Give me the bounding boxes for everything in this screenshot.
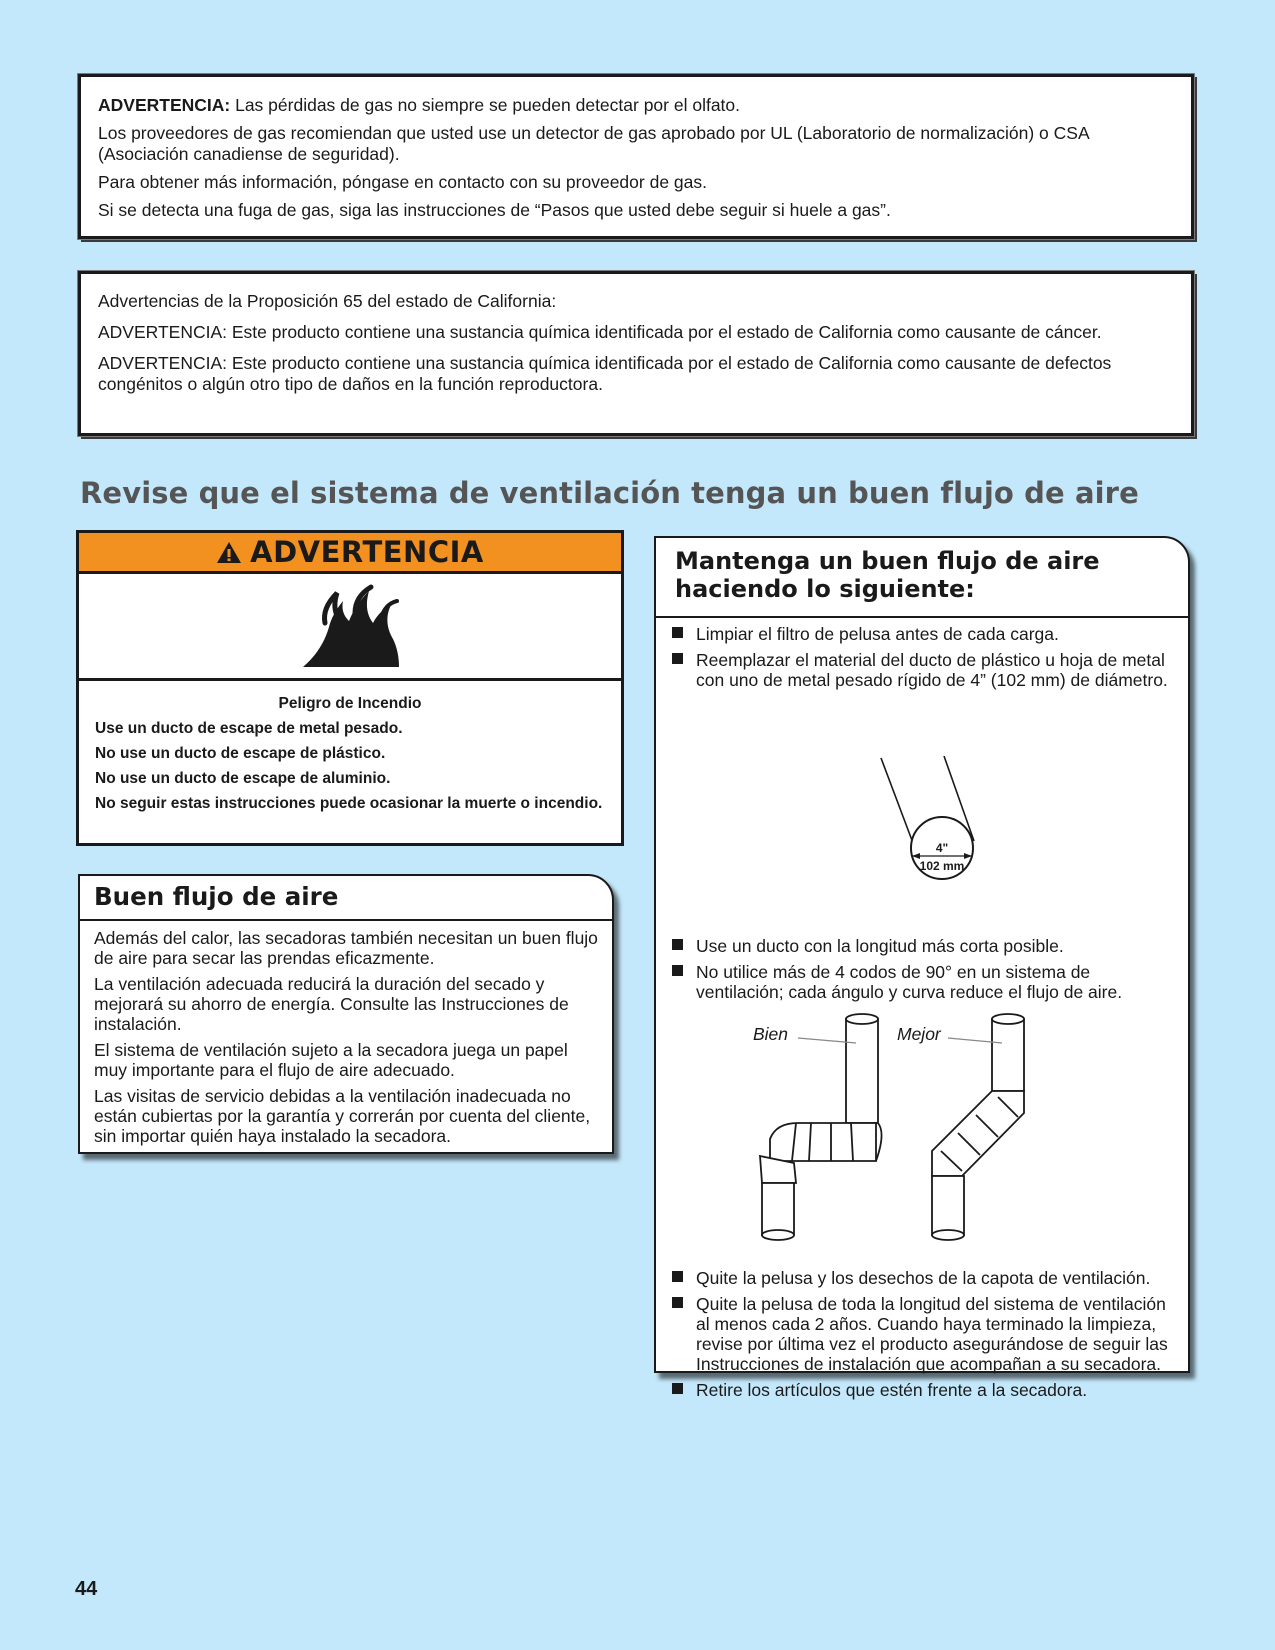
- gas-warning-box: [78, 74, 1194, 239]
- section-title: Revise que el sistema de ventilación tenga un buen flujo de aire: [80, 476, 1139, 510]
- mantenga-card: [654, 536, 1190, 1400]
- bullet-icon: [672, 627, 683, 638]
- list-item: [656, 936, 1188, 956]
- list-item-text: Use un ducto con la longitud más corta posible.: [696, 936, 1064, 956]
- list-item: [656, 962, 1188, 1002]
- bullet-list: [656, 936, 1188, 1008]
- gas-warning-line1: [98, 95, 1173, 116]
- duct-diameter-diagram: [876, 756, 986, 881]
- buen-flujo-paragraph: El sistema de ventilación sujeto a la secadora juega un papel muy importante para el flujo de aire adecuado.: [94, 1040, 568, 1080]
- list-item-text: Retire los artículos que estén frente a la secadora.: [696, 1380, 1088, 1400]
- bullet-icon: [672, 1271, 683, 1282]
- label-better: Mejor: [897, 1024, 941, 1044]
- prop65-title: Advertencias de la Proposición 65 del estado de California:: [98, 291, 557, 311]
- buen-flujo-paragraph: La ventilación adecuada reducirá la duración del secado y mejorará su ahorro de energía. Consulte las Instrucciones de instalación.: [94, 974, 569, 1034]
- gas-warning-label: ADVERTENCIA:: [98, 95, 231, 115]
- list-item: [656, 1268, 1188, 1288]
- prop65-warning-box: [78, 271, 1194, 436]
- list-item: [656, 624, 1188, 644]
- list-item-text: Quite la pelusa y los desechos de la capota de ventilación.: [696, 1268, 1151, 1288]
- label-good: Bien: [753, 1024, 789, 1044]
- duct-label-inches: 4": [935, 841, 949, 855]
- fire-warning-line: No use un ducto de escape de plástico.: [95, 745, 386, 762]
- prop65-warning-reproductive: ADVERTENCIA: Este producto contiene una sustancia química identificada por el estado de California como causante de defectos congénitos o algún otro tipo de daños en la función reproductora.: [98, 353, 1112, 394]
- fire-symbol-area: [79, 574, 621, 681]
- list-item: [656, 1294, 1188, 1374]
- buen-flujo-title: Buen flujo de aire: [80, 876, 612, 921]
- bullet-icon: [672, 1383, 683, 1394]
- warning-triangle-icon: [216, 541, 242, 564]
- list-item-text: Quite la pelusa de toda la longitud del sistema de ventilación al menos cada 2 años. Cuando haya terminado la limpieza, revise por última vez el producto asegurándose de seguir las Instrucciones de instalación que acompañan a su secadora.: [696, 1294, 1168, 1374]
- elbow-illustration: [736, 1011, 1116, 1251]
- fire-warning-line: Use un ducto de escape de metal pesado.: [95, 720, 403, 737]
- prop65-warning-cancer: ADVERTENCIA: Este producto contiene una sustancia química identificada por el estado de California como causante de cáncer.: [98, 322, 1102, 342]
- page-number: 44: [75, 1578, 98, 1600]
- list-item-text: Limpiar el filtro de pelusa antes de cada carga.: [696, 624, 1059, 644]
- list-item: [656, 650, 1188, 690]
- duct-label-mm: 102 mm: [919, 859, 965, 873]
- bullet-icon: [672, 939, 683, 950]
- list-item-text: Reemplazar el material del ducto de plástico u hoja de metal con uno de metal pesado rígido de 4” (102 mm) de diámetro.: [696, 650, 1168, 690]
- warning-header: [79, 533, 621, 574]
- buen-flujo-paragraph: Las visitas de servicio debidas a la ventilación inadecuada no están cubiertas por la garantía y correrán por cuenta del cliente, sin importar quién haya instalado la secadora.: [94, 1086, 591, 1146]
- gas-warning-text1: Las pérdidas de gas no siempre se pueden detectar por el olfato.: [230, 95, 741, 115]
- buen-flujo-body: [80, 921, 612, 1146]
- bullet-icon: [672, 1297, 683, 1308]
- gas-warning-line4: Si se detecta una fuga de gas, siga las instrucciones de “Pasos que usted debe seguir si huele a gas”.: [98, 200, 891, 220]
- gas-warning-line3: Para obtener más información, póngase en contacto con su proveedor de gas.: [98, 172, 707, 192]
- bullet-icon: [672, 965, 683, 976]
- bullet-list: [656, 1268, 1188, 1406]
- list-item-text: No utilice más de 4 codos de 90° en un sistema de ventilación; cada ángulo y curva reduce el flujo de aire.: [696, 962, 1123, 1002]
- list-item: [656, 1380, 1188, 1400]
- elbow-diagram: [736, 1011, 1116, 1251]
- bullet-list: [656, 624, 1188, 696]
- buen-flujo-card: [78, 874, 614, 1154]
- warning-header-text: ADVERTENCIA: [250, 535, 484, 569]
- gas-warning-line2: Los proveedores de gas recomiendan que usted use un detector de gas aprobado por UL (Laboratorio de normalización) o CSA (Asociación canadiense de seguridad).: [98, 123, 1089, 164]
- mantenga-title: Mantenga un buen flujo de aire haciendo lo siguiente:: [656, 538, 1188, 618]
- bullet-icon: [672, 653, 683, 664]
- fire-icon: [295, 583, 405, 669]
- fire-warning-line: No use un ducto de escape de aluminio.: [95, 770, 391, 787]
- fire-warning-title: Peligro de Incendio: [278, 695, 422, 712]
- fire-warning-line: No seguir estas instrucciones puede ocasionar la muerte o incendio.: [95, 795, 603, 812]
- fire-warning-panel: [76, 530, 624, 846]
- fire-warning-text: [79, 681, 621, 813]
- buen-flujo-paragraph: Además del calor, las secadoras también necesitan un buen flujo de aire para secar las prendas eficazmente.: [94, 928, 598, 968]
